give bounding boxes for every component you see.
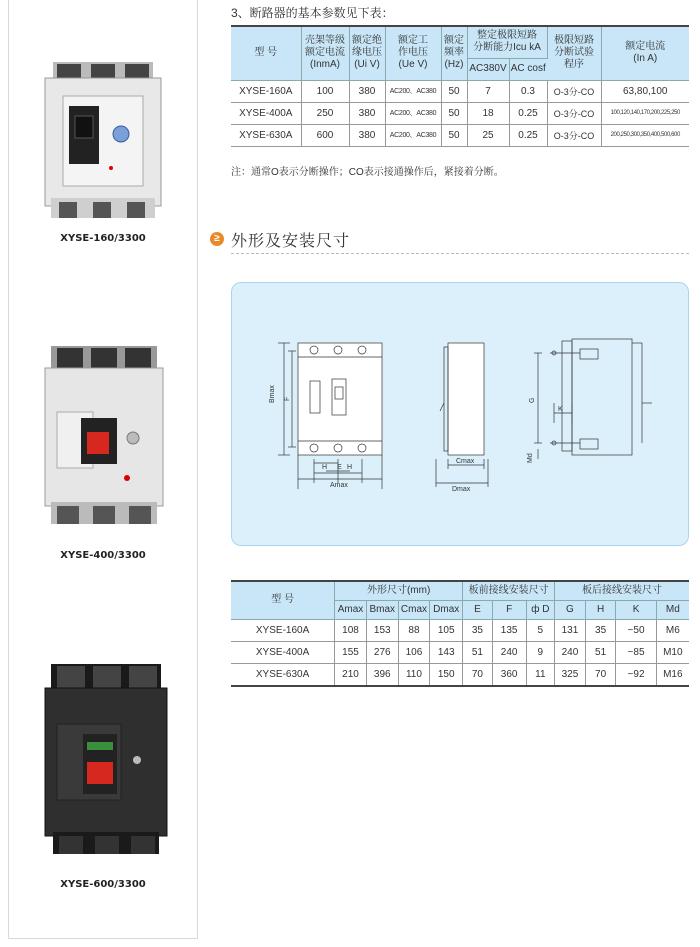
cell: 50 (441, 124, 467, 146)
label-amax: Amax (330, 482, 348, 489)
dims-col: Bmax (366, 600, 398, 619)
cell: 0.3 (509, 80, 547, 102)
cell: 18 (467, 102, 509, 124)
label-cmax: Cmax (456, 458, 475, 465)
cell: 5 (526, 619, 555, 641)
dims-header-front: 板前接线安装尺寸 (463, 581, 555, 600)
cell: 210 (335, 663, 367, 686)
cell: 100,120,140,170,200,225,250 (601, 102, 689, 124)
cell: ~85 (616, 641, 656, 663)
dims-col: E (463, 600, 493, 619)
header-ac380: AC380V (467, 58, 509, 80)
table-row (231, 124, 689, 146)
cell: O-3分-CO (547, 124, 601, 146)
params-note: 注：通常O表示分断操作；CO表示接通操作后，紧接着分断。 (231, 167, 504, 178)
cell: M16 (656, 663, 689, 686)
cell: O-3分-CO (547, 80, 601, 102)
label-bmax: Bmax (269, 385, 276, 403)
cell: 143 (430, 641, 463, 663)
cell: 153 (366, 619, 398, 641)
cell: 50 (441, 102, 467, 124)
dims-col: H (585, 600, 616, 619)
cell: 106 (398, 641, 430, 663)
cell: 325 (555, 663, 586, 686)
header-work-voltage: 额定工 作电压 (Ue V) (385, 26, 441, 80)
cell: 380 (349, 124, 385, 146)
cell: 135 (492, 619, 526, 641)
label-e: E (337, 464, 342, 471)
params-heading: 3、断路器的基本参数见下表： (231, 6, 394, 20)
dims-col: Md (656, 600, 689, 619)
cell: 150 (430, 663, 463, 686)
label-h-2: H (347, 464, 353, 471)
arrow-bullet-icon: ≥ (210, 232, 224, 246)
header-frequency: 额定 频率 (Hz) (441, 26, 467, 80)
cell: 240 (492, 641, 526, 663)
cell: M6 (656, 619, 689, 641)
cell: XYSE-630A (231, 124, 301, 146)
cell: XYSE-160A (231, 80, 301, 102)
label-f: F (284, 396, 291, 401)
cell: 50 (441, 80, 467, 102)
cell: 250 (301, 102, 349, 124)
dims-header-outline: 外形尺寸(mm) (335, 581, 463, 600)
cell: 105 (430, 619, 463, 641)
dims-header-rear: 板后接线安装尺寸 (555, 581, 689, 600)
cell: 70 (585, 663, 616, 686)
cell: 9 (526, 641, 555, 663)
product-image-xyse-400 (43, 346, 165, 526)
header-breaking: 整定极限短路 分断能力Icu kA (467, 26, 547, 58)
cell: 380 (349, 80, 385, 102)
dims-col: Cmax (398, 600, 430, 619)
cell: 240 (555, 641, 586, 663)
header-model: 型 号 (231, 26, 301, 80)
product-sidebar (8, 0, 198, 939)
cell: 35 (585, 619, 616, 641)
cell: AC200、AC380 (385, 124, 441, 146)
table-row (231, 102, 689, 124)
cell: XYSE-400A (231, 641, 335, 663)
table-row (231, 80, 689, 102)
cell: 600 (301, 124, 349, 146)
table-row (231, 641, 689, 663)
cell: XYSE-400A (231, 102, 301, 124)
cell: 380 (349, 102, 385, 124)
header-frame: 壳架等级 额定电流 (InmA) (301, 26, 349, 80)
cell: 360 (492, 663, 526, 686)
cell: AC200、AC380 (385, 80, 441, 102)
dims-col: K (616, 600, 656, 619)
cell: O-3分-CO (547, 102, 601, 124)
cell: 0.25 (509, 102, 547, 124)
cell: 155 (335, 641, 367, 663)
cell: 276 (366, 641, 398, 663)
dims-col: Amax (335, 600, 367, 619)
table-row (231, 663, 689, 686)
cell: AC200、AC380 (385, 102, 441, 124)
section-divider (231, 253, 689, 254)
cell: 51 (463, 641, 493, 663)
label-h-1: H (322, 464, 328, 471)
cell: 396 (366, 663, 398, 686)
table-row (231, 619, 689, 641)
cell: 88 (398, 619, 430, 641)
product-caption: XYSE-600/3300 (60, 879, 146, 890)
cell: 200,250,300,350,400,500,600 (601, 124, 689, 146)
label-dmax: Dmax (452, 486, 471, 493)
cell: 100 (301, 80, 349, 102)
dims-header-model: 型 号 (231, 581, 335, 619)
cell: 51 (585, 641, 616, 663)
dimension-diagram (231, 282, 689, 546)
cell: XYSE-630A (231, 663, 335, 686)
dims-col: G (555, 600, 586, 619)
header-cosf: AC cosf (509, 58, 547, 80)
cell: M10 (656, 641, 689, 663)
dims-col: F (492, 600, 526, 619)
label-k: K (558, 406, 563, 413)
cell: 131 (555, 619, 586, 641)
product-caption: XYSE-160/3300 (60, 233, 146, 244)
cell: 7 (467, 80, 509, 102)
params-table (231, 25, 689, 147)
cell: ~92 (616, 663, 656, 686)
cell: 25 (467, 124, 509, 146)
dims-col: Dmax (430, 600, 463, 619)
dims-col: ф D (526, 600, 555, 619)
header-insulation: 额定绝 缘电压 (Ui V) (349, 26, 385, 80)
cell: 70 (463, 663, 493, 686)
cell: 0.25 (509, 124, 547, 146)
cell: 11 (526, 663, 555, 686)
product-image-xyse-160 (41, 62, 165, 220)
header-current: 额定电流 (In A) (601, 26, 689, 80)
section-title: 外形及安装尺寸 (231, 233, 351, 250)
label-g: G (529, 397, 536, 403)
cell: ~50 (616, 619, 656, 641)
product-image-xyse-600 (43, 664, 169, 854)
product-caption: XYSE-400/3300 (60, 550, 146, 561)
cell: 35 (463, 619, 493, 641)
cell: XYSE-160A (231, 619, 335, 641)
dimensions-table (231, 580, 689, 687)
label-md: Md (527, 453, 534, 463)
dimension-drawing (232, 283, 688, 545)
header-test: 极限短路 分断试验 程序 (547, 26, 601, 80)
cell: 63,80,100 (601, 80, 689, 102)
cell: 110 (398, 663, 430, 686)
cell: 108 (335, 619, 367, 641)
